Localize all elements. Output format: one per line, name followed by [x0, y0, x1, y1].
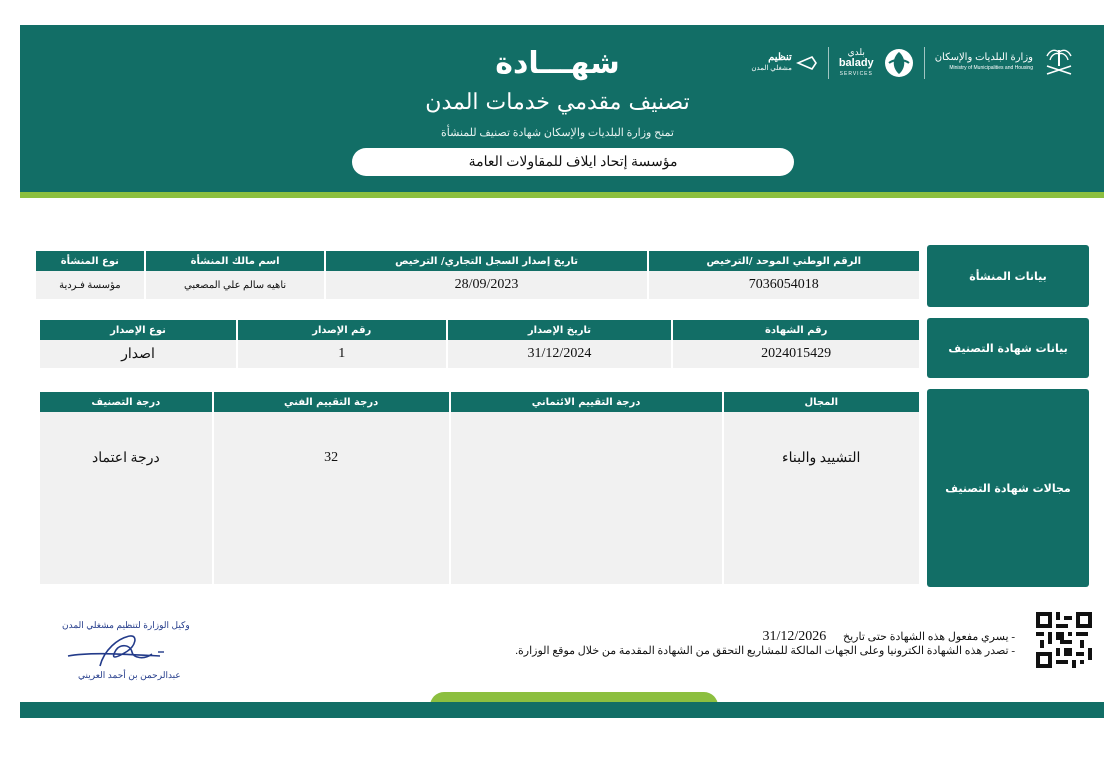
issue-number-value: 1	[238, 340, 446, 368]
tanzim-arrow-icon	[796, 55, 818, 71]
establishment-name: مؤسسة إتحاد ايلاف للمقاولات العامة	[352, 148, 794, 176]
logos-group	[751, 40, 1075, 86]
credit-rating-value	[451, 412, 722, 584]
table-row	[40, 412, 919, 584]
table-row	[36, 271, 919, 299]
establishment-type-value: مؤسسة فـردية	[36, 271, 144, 299]
field-value: التشييد والبناء	[724, 412, 920, 584]
grant-text: تمنح وزارة البلديات والإسكان شهادة تصنيف للمنشأة	[441, 127, 674, 139]
establishment-table	[34, 251, 921, 299]
footer-notes	[515, 630, 1015, 658]
col-credit-rating: درجة التقييم الائتماني	[451, 392, 722, 412]
bottom-bar	[20, 702, 1104, 718]
tanzim-logo-subtext: مشغلي المدن	[751, 65, 792, 72]
section-label-establishment: بيانات المنشأة	[927, 245, 1089, 307]
col-owner-name: اسم مالك المنشأة	[146, 251, 325, 271]
signatory-title: وكيل الوزارة لتنظيم مشغلي المدن	[62, 620, 190, 630]
fields-table	[38, 392, 921, 584]
table-header-row	[40, 320, 919, 340]
national-number-value: 7036054018	[649, 271, 919, 299]
col-establishment-type: نوع المنشأة	[36, 251, 144, 271]
col-issue-date: تاريخ الإصدار	[448, 320, 672, 340]
col-classification-grade: درجة التصنيف	[40, 392, 212, 412]
validity-date: 31/12/2026	[762, 629, 827, 644]
col-issue-type: نوع الإصدار	[40, 320, 236, 340]
col-registry-date: تاريخ إصدار السجل التجاري/ الترخيص	[326, 251, 646, 271]
validity-line	[515, 630, 1015, 644]
baladi-logo	[839, 47, 874, 80]
palm-swords-emblem-icon	[1043, 46, 1075, 80]
technical-rating-value: 32	[214, 412, 449, 584]
signature-icon	[60, 630, 170, 672]
tanzim-logo-text: تنظيم	[768, 52, 792, 63]
ministry-logo	[935, 52, 1033, 74]
ministry-logo-en: Ministry of Municipalities and Housing	[949, 65, 1033, 71]
qr-code-icon	[1036, 612, 1092, 668]
table-row	[40, 340, 919, 368]
registry-date-value: 28/09/2023	[326, 271, 646, 299]
col-issue-number: رقم الإصدار	[238, 320, 446, 340]
vision-emblem-icon	[884, 48, 914, 78]
col-field: المجال	[724, 392, 920, 412]
owner-name-value: ناهيه سالم علي المصعبي	[146, 271, 325, 299]
issue-type-value: اصدار	[40, 340, 236, 368]
baladi-logo-sub: SERVICES	[839, 70, 873, 77]
ministry-logo-ar: وزارة البلديات والإسكان	[934, 52, 1033, 63]
baladi-logo-ar: بلدي	[847, 46, 865, 57]
header-accent-stripe	[20, 192, 1104, 198]
certificate-table	[38, 320, 921, 368]
section-label-certificate: بيانات شهادة التصنيف	[927, 318, 1089, 378]
certificate-subtitle: تصنيف مقدمي خدمات المدن	[425, 90, 690, 115]
col-technical-rating: درجة التقييم الفني	[214, 392, 449, 412]
tanzim-logo	[751, 52, 817, 74]
logo-separator	[828, 47, 829, 79]
certificate-number-value: 2024015429	[673, 340, 919, 368]
col-national-number: الرقم الوطني الموحد /الترخيص	[649, 251, 919, 271]
logo-separator	[924, 47, 925, 79]
note-text: - تصدر هذه الشهادة الكترونيا وعلى الجهات المالكة للمشاريع التحقق من الشهادة المقدمة من خلال موقع الوزارة.	[515, 645, 1015, 657]
signatory-name: عبدالرحمن بن أحمد العريني	[78, 670, 181, 680]
classification-grade-value: درجة اعتماد	[40, 412, 212, 584]
issue-date-value: 31/12/2024	[448, 340, 672, 368]
col-certificate-number: رقم الشهادة	[673, 320, 919, 340]
baladi-logo-en: balady	[838, 56, 874, 69]
table-header-row	[40, 392, 919, 412]
validity-text: - يسري مفعول هذه الشهادة حتى تاريخ	[843, 631, 1015, 643]
section-label-fields: مجالات شهادة التصنيف	[927, 389, 1089, 587]
table-header-row	[36, 251, 919, 271]
certificate-title: شهـــادة	[495, 46, 620, 81]
